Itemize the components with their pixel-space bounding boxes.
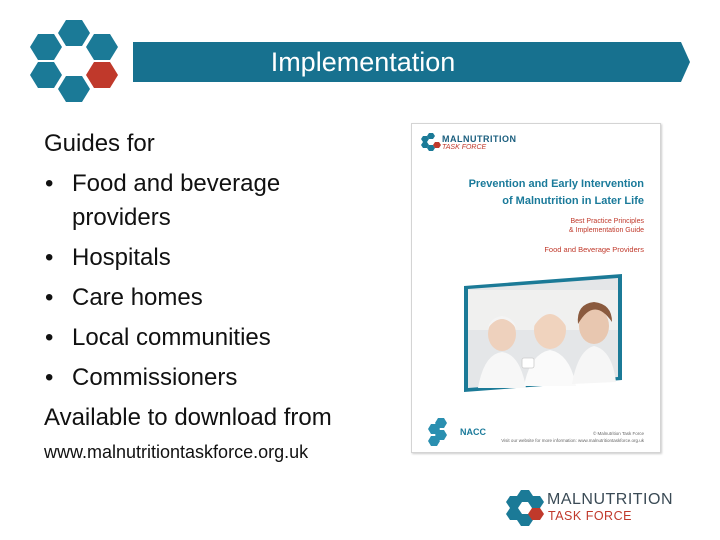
cover-brand-bottom: TASK FORCE [442, 144, 487, 151]
footer-logo-icon [505, 490, 547, 526]
cover-title-line1: Prevention and Early Intervention [468, 178, 644, 190]
bullet-icon: • [45, 364, 54, 391]
cover-partner-name: NACC [460, 427, 486, 437]
bullet-icon: • [45, 284, 54, 311]
bullet-item [44, 164, 374, 204]
cover-subtitle-line1: Best Practice Principles [570, 218, 644, 225]
footer-brand-line1: MALNUTRITION [547, 491, 673, 508]
intro-text: Guides for [44, 130, 155, 157]
bullet-item [44, 358, 374, 398]
bullet-text: Care homes [72, 284, 203, 311]
bullet-continuation: providers [72, 204, 171, 231]
bullet-text: Hospitals [72, 244, 171, 271]
cover-brand-top: MALNUTRITION [442, 134, 517, 144]
bullet-text: Commissioners [72, 364, 238, 391]
body-text [44, 124, 374, 438]
bullet-text: Local communities [72, 324, 271, 351]
download-url[interactable]: www.malnutritiontaskforce.org.uk [44, 442, 309, 462]
bullet-text: Food and beverage [72, 170, 281, 197]
cover-subtitle-line2: & Implementation Guide [568, 227, 644, 234]
footer-brand-line2: TASK FORCE [548, 509, 632, 523]
bullet-item [44, 278, 374, 318]
cover-footer-line2: Visit our website for more information: www.malnutritiontaskforce.org.uk [501, 438, 644, 443]
guide-cover-image [411, 123, 661, 453]
slide-title: Implementation [270, 47, 456, 77]
bullet-icon: • [45, 170, 54, 197]
cover-photo [464, 274, 622, 392]
nacc-logo-icon [428, 418, 458, 446]
hexagon-logo-icon [22, 16, 126, 106]
cover-footer-line1: © Malnutrition Task Force [592, 431, 644, 436]
bullet-item [44, 318, 374, 358]
bullet-icon: • [45, 244, 54, 271]
cover-logo-icon [421, 133, 441, 151]
bullet-item [44, 238, 374, 278]
bullet-icon: • [45, 324, 54, 351]
cover-audience: Food and Beverage Providers [544, 245, 644, 254]
cover-title-line2: of Malnutrition in Later Life [502, 195, 644, 207]
available-text: Available to download from [44, 404, 332, 431]
